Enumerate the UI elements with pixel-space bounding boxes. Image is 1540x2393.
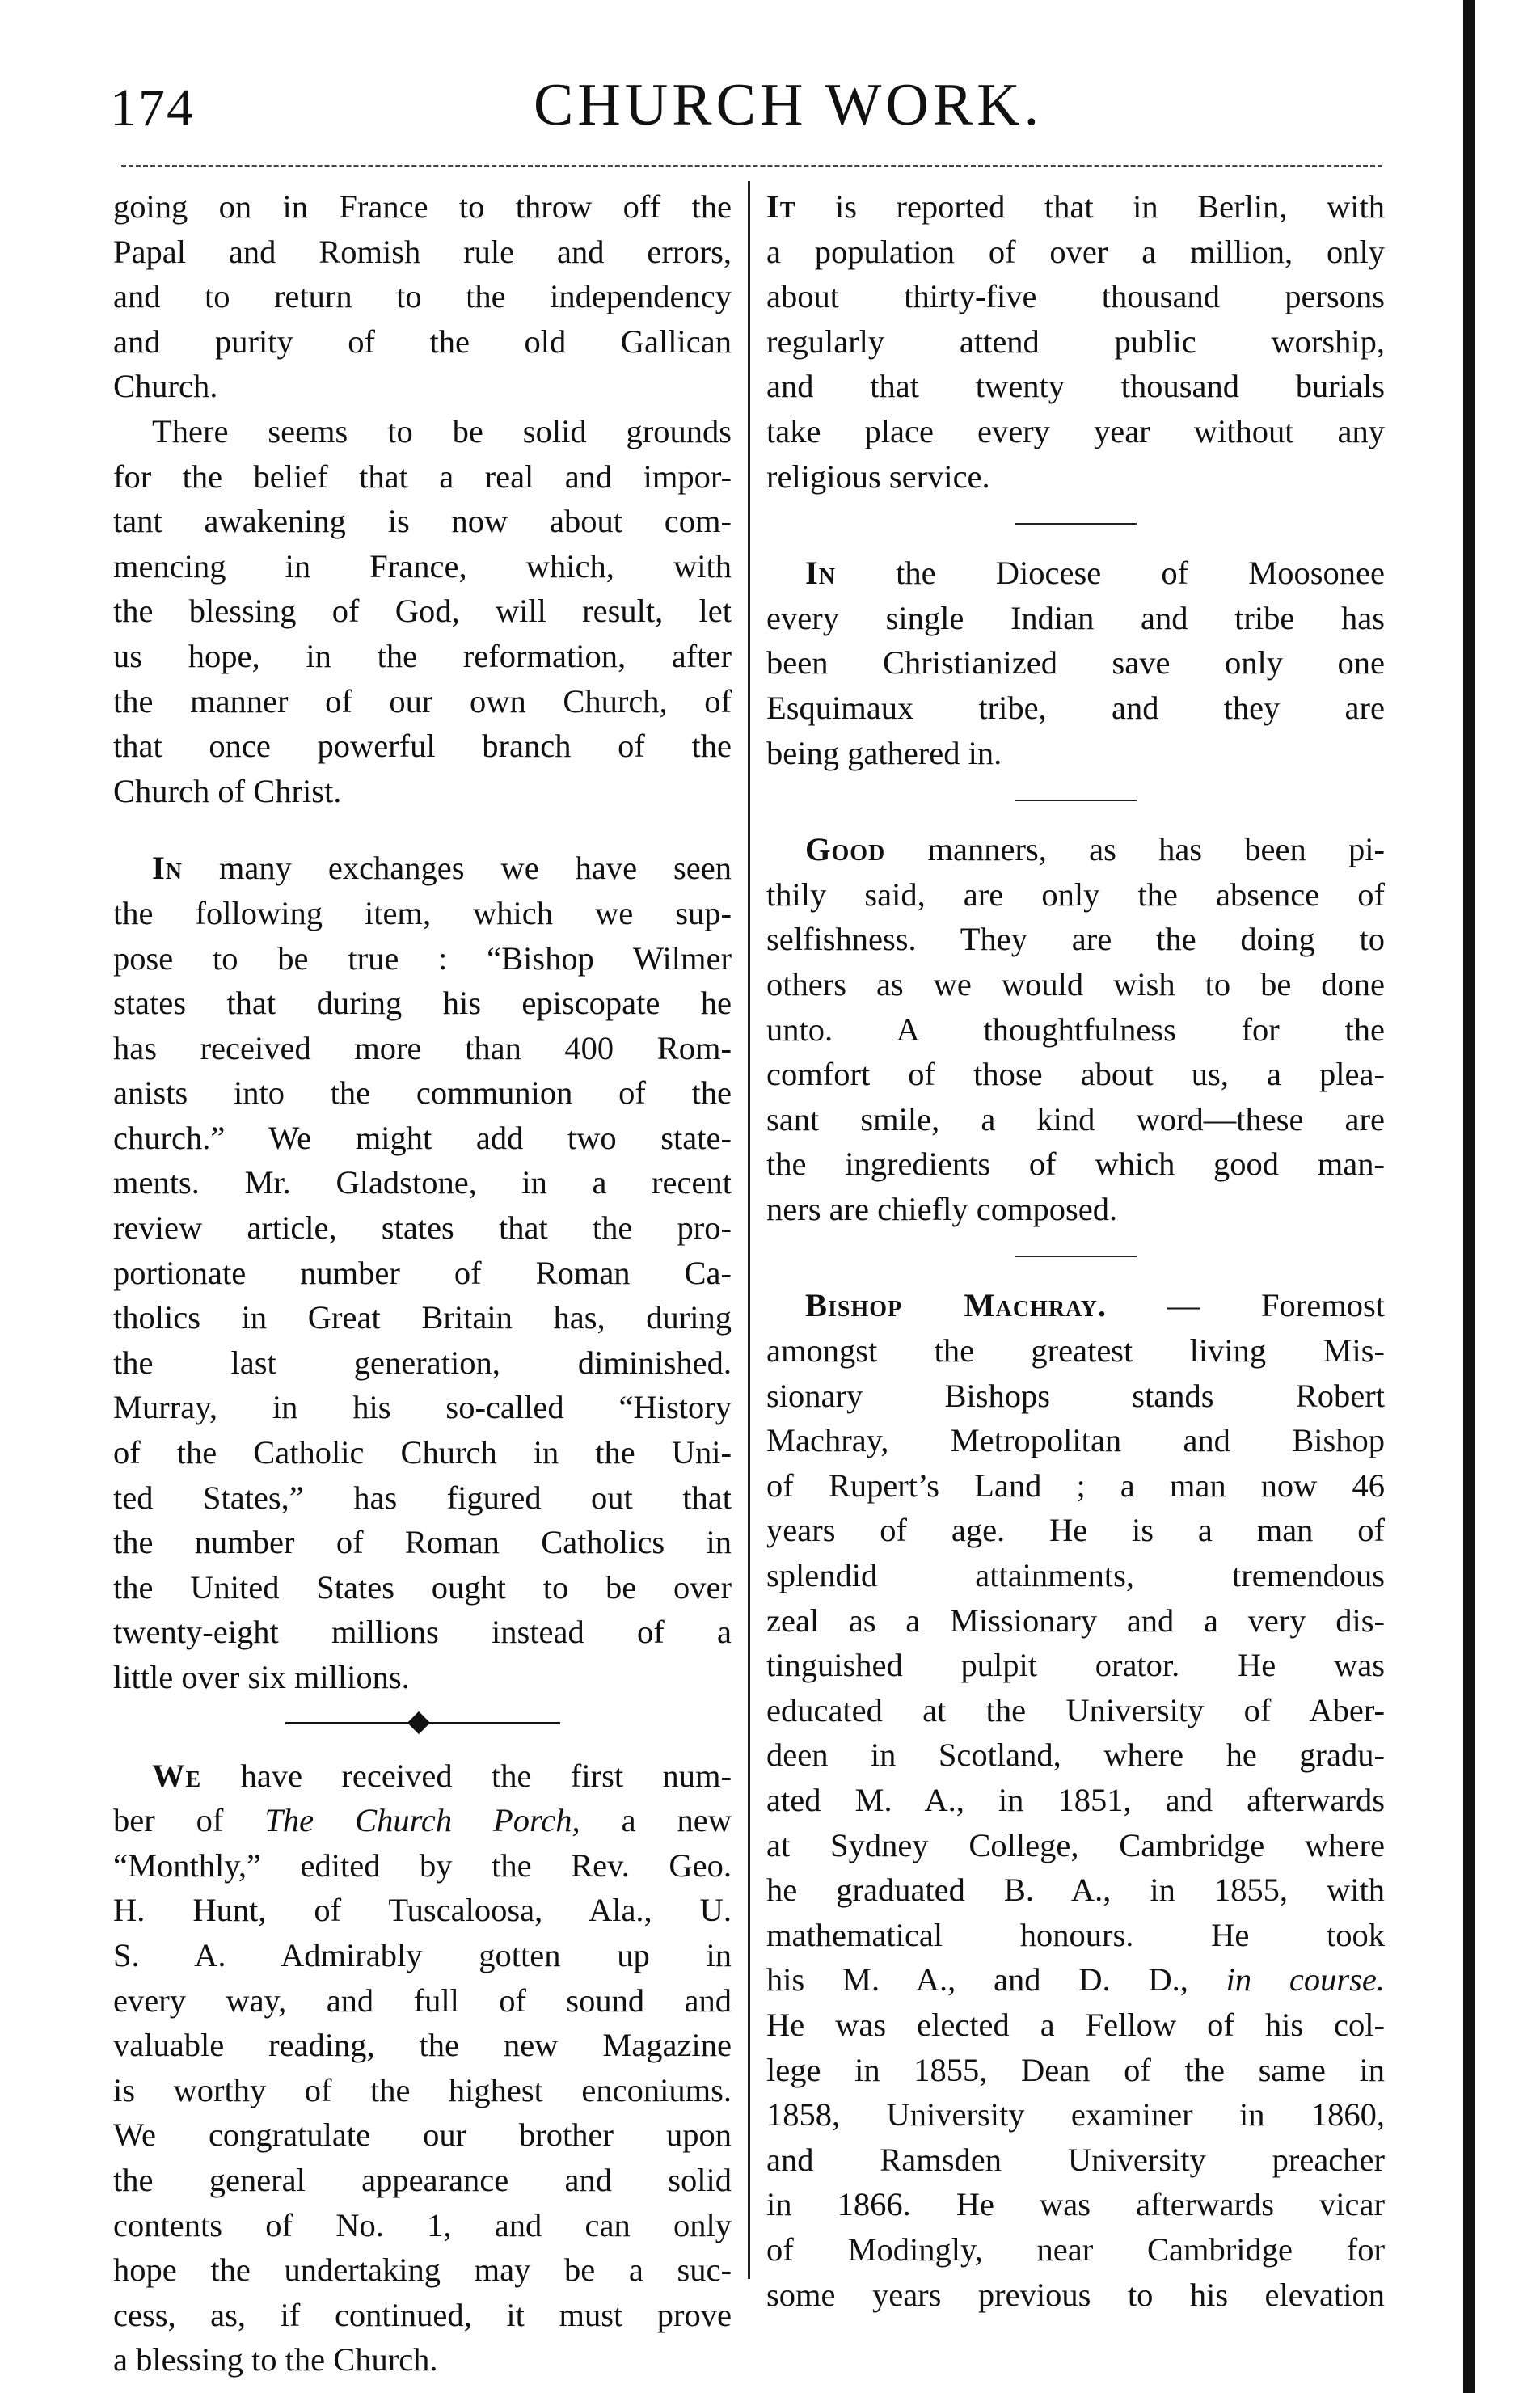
- text-line: has received more than 400 Rom-: [113, 1029, 732, 1066]
- page-number: 174: [110, 78, 195, 137]
- column-divider: [748, 181, 750, 2279]
- text-line: twenty-eight millions instead of a: [113, 1614, 732, 1651]
- text-line: at Sydney College, Cambridge where: [766, 1826, 1385, 1863]
- text-line: every single Indian and tribe has: [766, 599, 1385, 636]
- text-line: the manner of our own Church, of: [113, 682, 732, 720]
- text-line: amongst the greatest living Mis-: [766, 1332, 1385, 1370]
- text-line: Esquimaux tribe, and they are: [766, 689, 1385, 726]
- separator-diamond: [407, 1711, 429, 1733]
- text-line: of the Catholic Church in the Uni-: [113, 1434, 732, 1471]
- text-line: every way, and full of sound and: [113, 1982, 732, 2019]
- page-edge-shadow: [1463, 0, 1475, 2393]
- text-line: Machray, Metropolitan and Bishop: [766, 1422, 1385, 1459]
- text-line: and purity of the old Gallican: [113, 323, 732, 360]
- text-line: anists into the communion of the: [113, 1074, 732, 1112]
- text-line: tant awakening is now about com-: [113, 503, 732, 540]
- text-line: us hope, in the reformation, after: [113, 637, 732, 674]
- right-paragraph-good-manners: [766, 827, 1385, 1231]
- section-gap: [113, 813, 732, 846]
- text-line: zeal as a Missionary and a very dis-: [766, 1602, 1385, 1639]
- text-line: a population of over a million, only: [766, 233, 1385, 270]
- text-line: Church.: [113, 368, 218, 405]
- text-line: the following item, which we sup-: [113, 894, 732, 931]
- text-line: ber of The Church Porch, a new: [113, 1802, 732, 1839]
- right-column: [766, 184, 1385, 2317]
- text-line: Bishop Machray. — Foremost: [805, 1287, 1385, 1324]
- right-paragraph-berlin: [766, 184, 1385, 499]
- text-line: mencing in France, which, with: [113, 547, 732, 585]
- text-line: and that twenty thousand burials: [766, 368, 1385, 405]
- text-line: a blessing to the Church.: [113, 2341, 438, 2378]
- text-line: his M. A., and D. D., in course.: [766, 1961, 1385, 1998]
- text-line: ated M. A., in 1851, and afterwards: [766, 1782, 1385, 1818]
- text-line: It is reported that in Berlin, with: [766, 188, 1385, 225]
- text-line: lege in 1855, Dean of the same in: [766, 2051, 1385, 2088]
- text-line: he graduated B. A., in 1855, with: [766, 1872, 1385, 1909]
- text-line: H. Hunt, of Tuscaloosa, Ala., U.: [113, 1892, 732, 1929]
- text-line: years of age. He is a man of: [766, 1512, 1385, 1549]
- text-line: ted States,” has figured out that: [113, 1479, 732, 1516]
- text-line: going on in France to throw off the: [113, 188, 732, 225]
- text-line: mathematical honours. He took: [766, 1916, 1385, 1953]
- left-paragraph-awakening: [113, 409, 732, 813]
- right-paragraph-bishop-machray: [766, 1283, 1385, 2317]
- left-paragraph-continued: [113, 184, 732, 409]
- text-line: educated at the University of Aber-: [766, 1691, 1385, 1728]
- left-paragraph-church-porch: [113, 1754, 732, 2382]
- text-line: Murray, in his so-called “History: [113, 1389, 732, 1426]
- text-line: pose to be true : “Bishop Wilmer: [113, 939, 732, 977]
- text-line: selfishness. They are the doing to: [766, 921, 1385, 958]
- text-line: ners are chiefly composed.: [766, 1190, 1118, 1227]
- text-line: the general appearance and solid: [113, 2161, 732, 2198]
- text-line: review article, states that the pro-: [113, 1209, 732, 1247]
- left-paragraph-exchanges: [113, 846, 732, 1699]
- text-line: about thirty-five thousand persons: [766, 278, 1385, 315]
- text-line: states that during his episcopate he: [113, 985, 732, 1022]
- text-line: “Monthly,” edited by the Rev. Geo.: [113, 1846, 732, 1884]
- text-line: others as we would wish to be done: [766, 965, 1385, 1002]
- text-line: tholics in Great Britain has, during: [113, 1299, 732, 1336]
- right-paragraph-moosonee: [766, 551, 1385, 775]
- text-line: splendid attainments, tremendous: [766, 1557, 1385, 1594]
- text-line: There seems to be solid grounds: [152, 412, 732, 449]
- short-separator: [1015, 800, 1137, 801]
- text-line: religious service.: [766, 458, 990, 495]
- text-line: of Rupert’s Land ; a man now 46: [766, 1467, 1385, 1504]
- text-line: thily said, are only the absence of: [766, 876, 1385, 913]
- text-line: for the belief that a real and impor-: [113, 458, 732, 495]
- text-line: In the Diocese of Moosonee: [805, 555, 1385, 592]
- text-line: is worthy of the highest enconiums.: [113, 2071, 732, 2108]
- text-line: little over six millions.: [113, 1659, 410, 1695]
- text-line: Papal and Romish rule and errors,: [113, 233, 732, 270]
- text-line: ments. Mr. Gladstone, in a recent: [113, 1164, 732, 1201]
- text-line: in 1866. He was afterwards vicar: [766, 2186, 1385, 2223]
- text-line: tinguished pulpit orator. He was: [766, 1647, 1385, 1684]
- text-line: In many exchanges we have seen: [152, 850, 732, 887]
- text-line: valuable reading, the new Magazine: [113, 2027, 732, 2064]
- text-line: sionary Bishops stands Robert: [766, 1377, 1385, 1414]
- text-line: the ingredients of which good man-: [766, 1146, 1385, 1183]
- text-line: cess, as, if continued, it must prove: [113, 2296, 732, 2333]
- text-line: the United States ought to be over: [113, 1568, 732, 1606]
- text-line: being gathered in.: [766, 734, 1002, 771]
- short-separator: [1015, 1256, 1137, 1257]
- text-line: portionate number of Roman Ca-: [113, 1254, 732, 1291]
- italic-phrase: in course.: [1226, 1961, 1385, 1998]
- text-line: the last generation, diminished.: [113, 1344, 732, 1381]
- text-line: Church of Christ.: [113, 772, 342, 809]
- left-column: [113, 184, 732, 2382]
- text-line: comfort of those about us, a plea-: [766, 1056, 1385, 1093]
- text-line: some years previous to his elevation: [766, 2276, 1385, 2313]
- text-line: and Ramsden University preacher: [766, 2141, 1385, 2178]
- text-line: He was elected a Fellow of his col-: [766, 2006, 1385, 2043]
- header-rule: [121, 165, 1382, 167]
- magazine-title: The Church Porch,: [264, 1802, 580, 1839]
- text-line: of Modingly, near Cambridge for: [766, 2231, 1385, 2268]
- text-line: take place every year without any: [766, 412, 1385, 449]
- short-separator: [1015, 523, 1137, 525]
- text-line: the blessing of God, will result, let: [113, 593, 732, 630]
- text-line: and to return to the independency: [113, 278, 732, 315]
- text-line: regularly attend public worship,: [766, 323, 1385, 360]
- text-line: the number of Roman Catholics in: [113, 1524, 732, 1561]
- text-line: Good manners, as has been pi-: [805, 831, 1385, 868]
- text-line: contents of No. 1, and can only: [113, 2206, 732, 2243]
- text-line: 1858, University examiner in 1860,: [766, 2096, 1385, 2133]
- text-line: church.” We might add two state-: [113, 1119, 732, 1156]
- ornamental-separator: [285, 1715, 560, 1731]
- text-line: We have received the first num-: [152, 1757, 732, 1794]
- text-line: S. A. Admirably gotten up in: [113, 1936, 732, 1973]
- text-line: deen in Scotland, where he gradu-: [766, 1737, 1385, 1774]
- text-line: hope the undertaking may be a suc-: [113, 2252, 732, 2289]
- running-head: CHURCH WORK.: [534, 72, 1044, 138]
- text-line: sant smile, a kind word—these are: [766, 1100, 1385, 1137]
- text-line: unto. A thoughtfulness for the: [766, 1011, 1385, 1048]
- text-line: We congratulate our brother upon: [113, 2117, 732, 2154]
- text-line: that once powerful branch of the: [113, 728, 732, 765]
- text-line: been Christianized save only one: [766, 644, 1385, 682]
